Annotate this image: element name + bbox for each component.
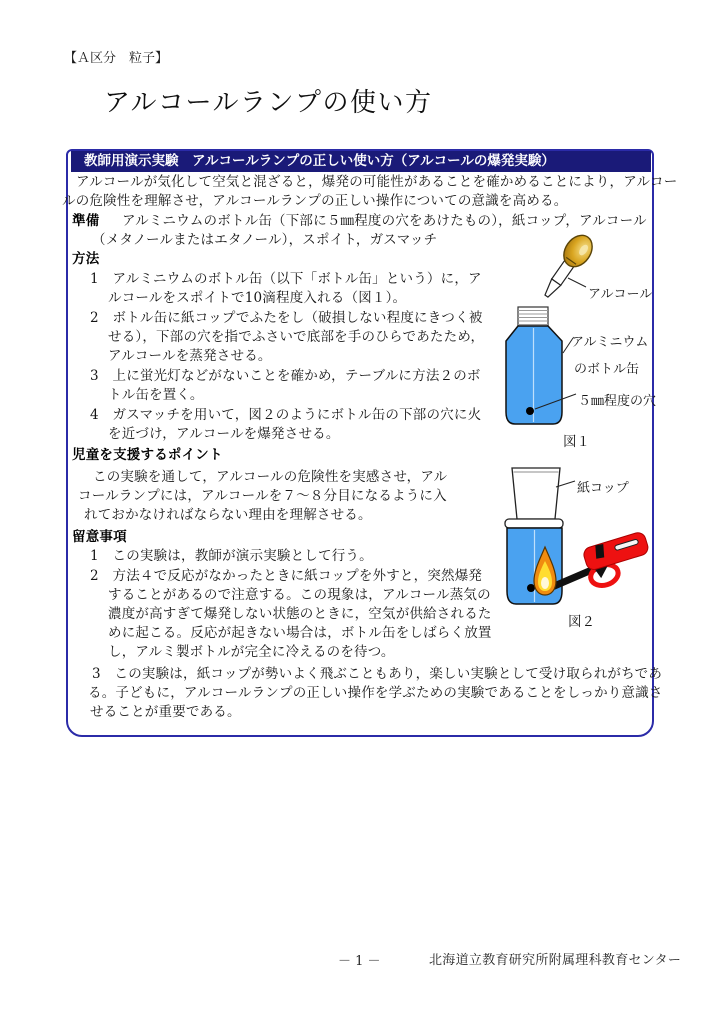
method-step-line: を近づけ，アルコールを爆発させる。 <box>108 426 340 442</box>
label-leader-line <box>568 278 586 287</box>
method-label: 方法 <box>72 251 100 267</box>
page-number: － 1 － <box>338 954 381 969</box>
method-step-line: 2 ボトル缶に紙コップでふたをし（破損しない程度にきつく被 <box>90 310 483 326</box>
paper-cup-icon <box>505 468 575 528</box>
method-step-line: ルコールをスポイトで10滴程度入れる（図１）。 <box>108 290 407 306</box>
note-line: 2 方法４で反応がなかったときに紙コップを外すと，突然爆発 <box>90 568 483 584</box>
intro-line: アルコールが気化して空気と混ざると，爆発の可能性があることを確かめることにより，アルコー <box>76 174 678 190</box>
method-step-line: せる），下部の穴を指でふさいで底部を手のひらであたため， <box>108 329 485 345</box>
support-line: この実験を通して，アルコールの危険性を実感させ，アル <box>93 469 448 485</box>
support-line: れておかなければならない理由を理解させる。 <box>84 507 372 523</box>
notes-label: 留意事項 <box>72 529 127 545</box>
hole-dot <box>526 407 534 415</box>
fig1-caption: 図１ <box>563 434 590 450</box>
method-step-line: 4 ガスマッチを用いて，図２のようにボトル缶の下部の穴に火 <box>90 407 482 423</box>
method-step-line: トル缶を置く。 <box>108 387 204 403</box>
fig1-can-label: アルミニウム <box>571 335 649 350</box>
category-tag: 【Ａ区分 粒子】 <box>64 51 169 66</box>
bottle-can-icon <box>506 307 576 424</box>
bottle-can-2-icon <box>507 528 562 604</box>
support-label: 児童を支援するポイント <box>72 447 223 463</box>
preparation-line: アルミニウムのボトル缶（下部に５㎜程度の穴をあけたもの），紙コップ，アルコール <box>122 213 647 229</box>
fig1-hole-label: ５㎜程度の穴 <box>578 394 657 409</box>
note-line: る。子どもに，アルコールランプの正しい操作を学ぶための実験であることをしっかり意識さ <box>88 685 663 701</box>
note-line: 1 この実験は，教師が演示実験として行う。 <box>90 548 373 564</box>
gas-match-icon <box>552 531 655 589</box>
intro-line: ルの危険性を理解させ，アルコールランプの正しい操作についての意識を高める。 <box>62 193 568 209</box>
note-line: し，アルミ製ボトルが完全に冷えるのを待つ。 <box>108 644 395 660</box>
note-line: めに起こる。反応が起きない場合は，ボトル缶をしばらく放置 <box>108 625 492 641</box>
note-line: 濃度が高すぎて爆発しない状態のときに，空気が供給されるた <box>108 606 492 622</box>
fig2-caption: 図２ <box>568 614 595 630</box>
page-title: アルコールランプの使い方 <box>104 88 433 118</box>
support-line: コールランプには，アルコールを７～８分目になるように入 <box>78 488 447 504</box>
fig1-can-label: のボトル缶 <box>574 362 640 377</box>
note-line: することがあるので注意する。この現象は，アルコール蒸気の <box>108 587 491 603</box>
note-line: せることが重要である。 <box>90 704 241 720</box>
preparation-line: （メタノールまたはエタノール），スポイト，ガスマッチ <box>92 232 438 248</box>
panel-header-bar: 教師用演示実験 アルコールランプの正しい使い方（アルコールの爆発実験） <box>71 151 651 172</box>
fig1-alcohol-label: アルコール <box>588 287 653 302</box>
note-line: 3 この実験は，紙コップが勢いよく飛ぶこともあり，楽しい実験として受け取られがちであ <box>92 666 663 682</box>
method-step-line: 3 上に蛍光灯などがないことを確かめ，テーブルに方法２のボ <box>90 368 481 384</box>
method-step-line: アルコールを蒸発させる。 <box>108 348 272 364</box>
preparation-label: 準備 <box>72 213 100 229</box>
method-step-line: 1 アルミニウムのボトル缶（以下「ボトル缶」という）に，ア <box>90 271 482 287</box>
footer-organization: 北海道立教育研究所附属理科教育センター <box>429 953 682 968</box>
fig2-cup-label: 紙コップ <box>577 481 629 496</box>
